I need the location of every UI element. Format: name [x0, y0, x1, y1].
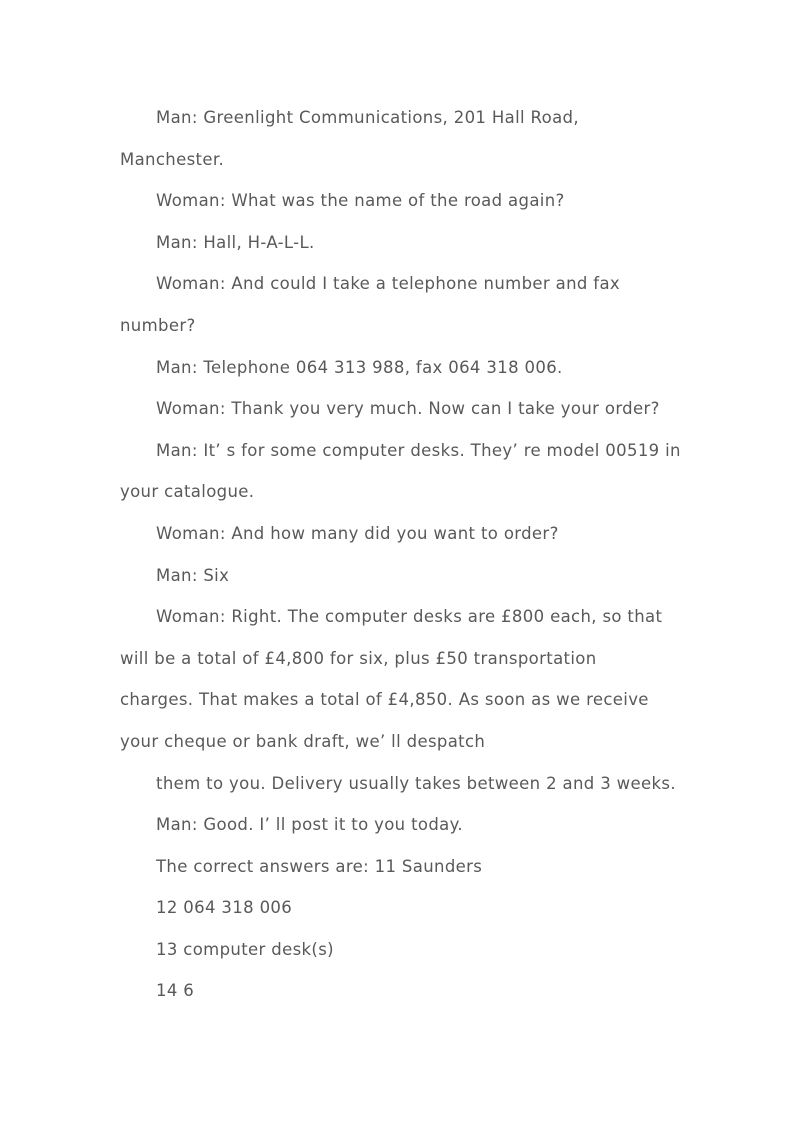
answer-item: 13 computer desk(s) — [156, 939, 334, 959]
answer-item: 12 064 318 006 — [156, 898, 293, 918]
text-line: Woman: And could I take a telephone number and fax — [156, 274, 621, 294]
text-line: Man: Hall, H-A-L-L. — [156, 232, 315, 252]
document-page — [120, 97, 680, 1012]
text-line: them to you. Delivery usually takes between 2 and 3 weeks. — [156, 773, 676, 793]
text-line: your catalogue. — [120, 482, 255, 502]
text-line: Man: It’ s for some computer desks. They’ re model 00519 in — [156, 440, 681, 460]
text-line: Man: Six — [156, 565, 230, 585]
text-line: Woman: What was the name of the road again? — [156, 191, 565, 211]
text-line: will be a total of £4,800 for six, plus £50 transportation — [120, 648, 597, 668]
answers-heading: The correct answers are: 11 Saunders — [156, 856, 483, 876]
text-line: Manchester. — [120, 149, 225, 169]
answer-item: 14 6 — [156, 981, 195, 1001]
text-line: charges. That makes a total of £4,850. As soon as we receive — [120, 690, 649, 710]
text-line: Woman: And how many did you want to order? — [156, 523, 559, 543]
text-line: your cheque or bank draft, we’ ll despatch — [120, 731, 486, 751]
text-line: Man: Good. I’ ll post it to you today. — [156, 815, 463, 835]
text-line: Man: Telephone 064 313 988, fax 064 318 006. — [156, 357, 563, 377]
text-line: number? — [120, 315, 196, 335]
text-line: Man: Greenlight Communications, 201 Hall Road, — [156, 108, 579, 127]
text-line: Woman: Right. The computer desks are £800 each, so that — [156, 607, 663, 627]
text-line: Woman: Thank you very much. Now can I take your order? — [156, 399, 660, 419]
